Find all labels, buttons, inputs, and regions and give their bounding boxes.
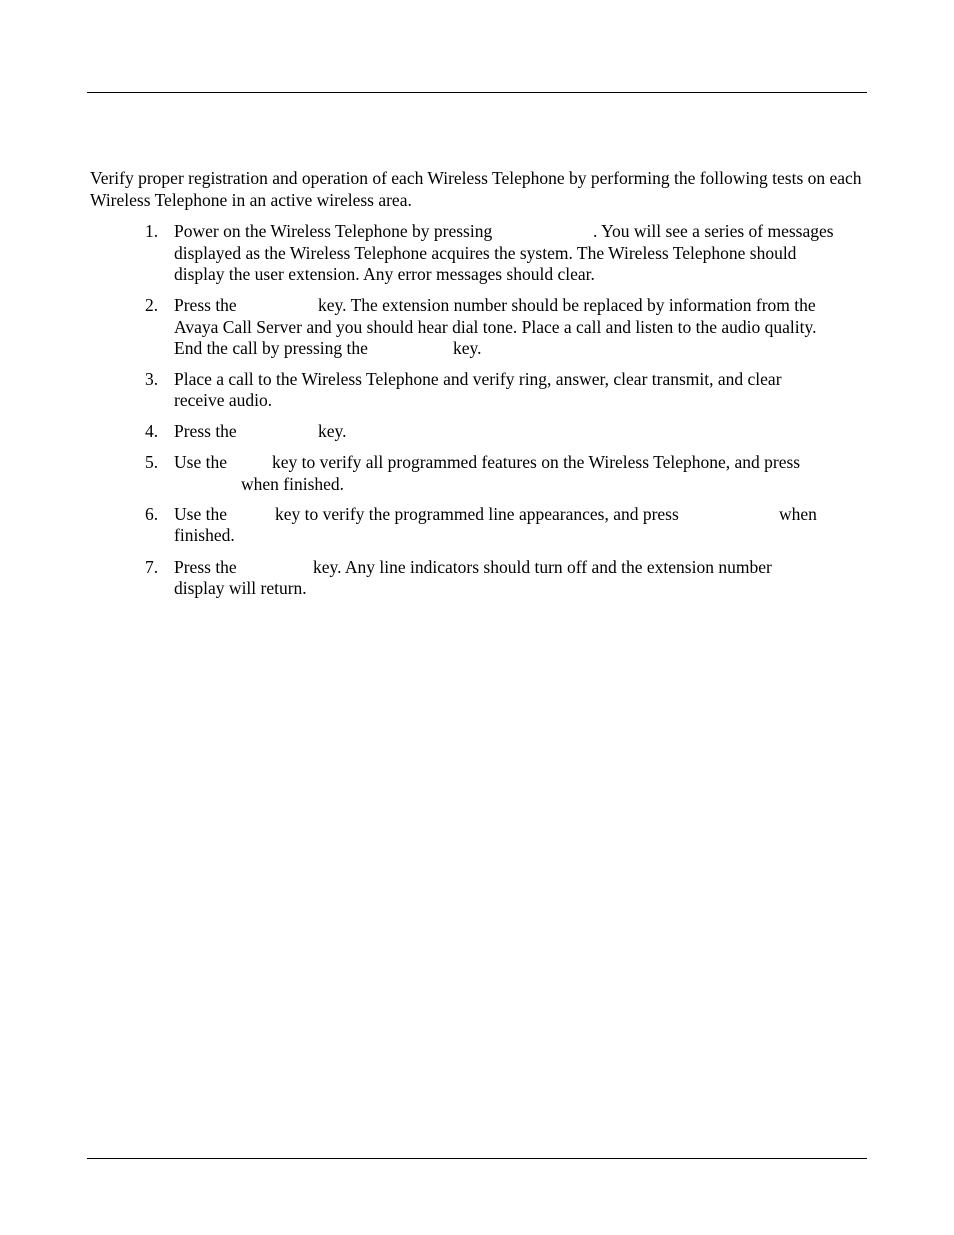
step-2-line-3b: key. [453,338,482,358]
step-7-number: 7. [145,557,159,577]
step-6-line-1c: when [779,504,817,524]
step-5-line-1b: key to verify all programmed features on the Wireless Telephone, and press [272,452,801,472]
step-5-number: 5. [145,452,159,472]
step-6-line-1b: key to verify the programmed line appearances, and press [275,504,679,524]
step-5-line-2: when finished. [241,474,345,494]
step-1-line-1b: . You will see a series of messages [593,221,834,241]
step-3-line-2: receive audio. [174,390,273,410]
header-rule [87,92,867,93]
step-3-line-1: Place a call to the Wireless Telephone and verify ring, answer, clear transmit, and clear [174,369,782,389]
step-1-number: 1. [145,221,159,241]
step-3-number: 3. [145,369,159,389]
step-7-line-1a: Press the [174,557,237,577]
step-2-line-3a: End the call by pressing the [174,338,368,358]
step-2-number: 2. [145,295,159,315]
step-1-line-2: displayed as the Wireless Telephone acquires the system. The Wireless Telephone should [174,243,797,263]
step-6-line-1a: Use the [174,504,227,524]
step-5-line-1a: Use the [174,452,227,472]
step-6-line-2: finished. [174,525,235,545]
step-7-line-2: display will return. [174,578,307,598]
step-2-line-1a: Press the [174,295,237,315]
step-2-line-2: Avaya Call Server and you should hear dial tone. Place a call and listen to the audio quality. [174,317,817,337]
step-1-line-1a: Power on the Wireless Telephone by pressing [174,221,493,241]
step-2-line-1b: key. The extension number should be replaced by information from the [318,295,816,315]
step-1-line-3: display the user extension. Any error messages should clear. [174,264,595,284]
step-7-line-1b: key. Any line indicators should turn off and the extension number [313,557,772,577]
step-4-line-1a: Press the [174,421,237,441]
step-4-number: 4. [145,421,159,441]
footer-rule [87,1158,867,1159]
step-6-number: 6. [145,504,159,524]
step-4-line-1b: key. [318,421,347,441]
intro-paragraph: Verify proper registration and operation of each Wireless Telephone by performing the following tests on each Wireless Telephone in an active wireless area. [90,168,862,210]
